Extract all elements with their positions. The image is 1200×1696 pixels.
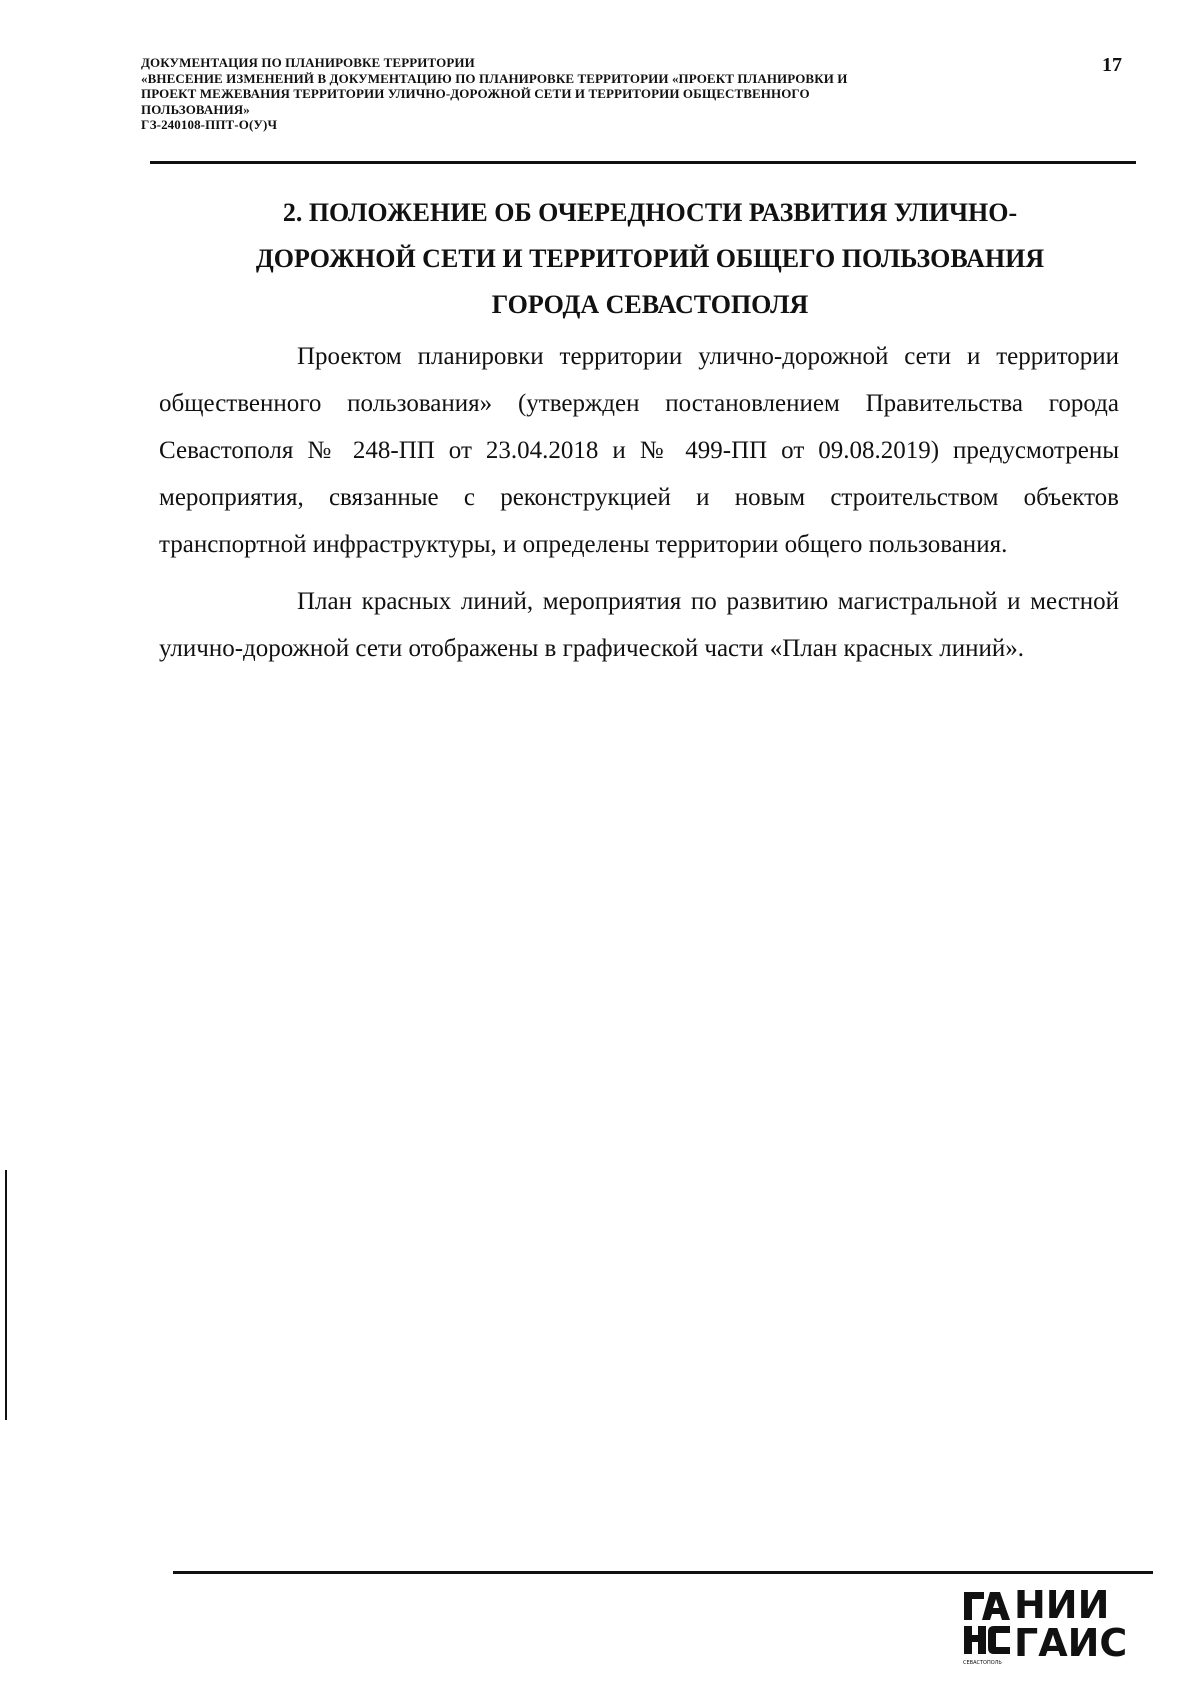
paragraph-line: Проектом планировки территории улично-дорожной сети и территории [297, 343, 1119, 370]
paragraph-line: Севастополя № 248-ПП от 23.04.2018 и № 499-ПП от 09.08.2019) предусмотрены [159, 437, 1119, 464]
section-title [150, 190, 1150, 328]
document-header [141, 55, 1041, 133]
paragraph-line: План красных линий, мероприятия по развитию магистральной и местной [297, 588, 1119, 615]
footer-divider [173, 1571, 1153, 1574]
gais-logo-mark-icon [962, 1588, 1012, 1668]
paragraph-line: транспортной инфраструктуры, и определены территории общего пользования. [159, 531, 1008, 558]
body-text [159, 333, 1119, 682]
page-number: 17 [1102, 54, 1122, 76]
paragraph-line: мероприятия, связанные с реконструкцией и новым строительством объектов [159, 484, 1119, 511]
logo-text-line: НИИ [1014, 1583, 1110, 1627]
header-line: ПРОЕКТ МЕЖЕВАНИЯ ТЕРРИТОРИИ УЛИЧНО-ДОРОЖНОЙ СЕТИ И ТЕРРИТОРИИ ОБЩЕСТВЕННОГО [141, 86, 810, 101]
paragraph-1 [159, 333, 1119, 568]
section-title-line: ДОРОЖНОЙ СЕТИ И ТЕРРИТОРИЙ ОБЩЕГО ПОЛЬЗОВАНИЯ [255, 244, 1045, 273]
section-title-line: 2. ПОЛОЖЕНИЕ ОБ ОЧЕРЕДНОСТИ РАЗВИТИЯ УЛИЧНО- [282, 198, 1018, 227]
niigais-logo [962, 1583, 1142, 1668]
section-title-line: ГОРОДА СЕВАСТОПОЛЯ [491, 290, 809, 319]
header-divider [150, 161, 1136, 164]
header-line: ДОКУМЕНТАЦИЯ ПО ПЛАНИРОВКЕ ТЕРРИТОРИИ [141, 55, 475, 70]
paragraph-line: улично-дорожной сети отображены в графической части «План красных линий». [159, 635, 1024, 662]
header-line: ПОЛЬЗОВАНИЯ» [141, 101, 250, 117]
scan-margin-mark [5, 1170, 7, 1420]
logo-small-text: СЕВАСТОПОЛЬ [963, 1660, 1002, 1666]
logo-text-line: ГАИС [1014, 1621, 1128, 1665]
logo-wordmark [1014, 1583, 1128, 1665]
paragraph-line: общественного пользования» (утвержден постановлением Правительства города [159, 390, 1119, 417]
header-line: «ВНЕСЕНИЕ ИЗМЕНЕНИЙ В ДОКУМЕНТАЦИЮ ПО ПЛАНИРОВКЕ ТЕРРИТОРИИ «ПРОЕКТ ПЛАНИРОВКИ И [141, 70, 848, 86]
paragraph-2 [159, 578, 1119, 672]
header-document-code: ГЗ-240108-ППТ-О(У)Ч [141, 117, 278, 132]
